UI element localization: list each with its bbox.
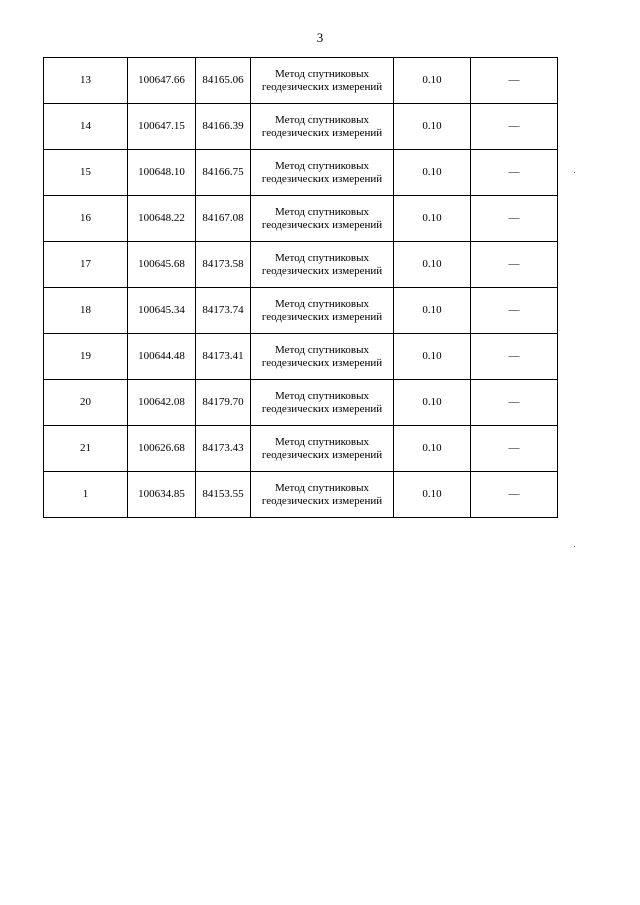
description-cell: — [471, 58, 558, 104]
x-coordinate-cell: 100647.15 [128, 104, 196, 150]
point-number-cell: 15 [44, 150, 128, 196]
method-cell [251, 426, 394, 472]
method-line-2: геодезических измерений [261, 494, 383, 507]
point-number-cell: 21 [44, 426, 128, 472]
table-row [44, 58, 558, 104]
coordinates-table-body [44, 58, 558, 518]
y-coordinate-cell: 84166.39 [196, 104, 251, 150]
y-coordinate-cell: 84173.58 [196, 242, 251, 288]
point-number-cell: 20 [44, 380, 128, 426]
method-line-2: геодезических измерений [261, 126, 383, 139]
y-coordinate-cell: 84166.75 [196, 150, 251, 196]
accuracy-cell: 0.10 [394, 334, 471, 380]
point-number-cell: 17 [44, 242, 128, 288]
y-coordinate-cell: 84173.41 [196, 334, 251, 380]
point-number-cell: 13 [44, 58, 128, 104]
y-coordinate-cell: 84153.55 [196, 472, 251, 518]
table-row [44, 196, 558, 242]
method-cell [251, 150, 394, 196]
description-cell: — [471, 334, 558, 380]
method-line-2: геодезических измерений [261, 80, 383, 93]
y-coordinate-cell: 84173.43 [196, 426, 251, 472]
table-row [44, 426, 558, 472]
table-row [44, 288, 558, 334]
table-row [44, 104, 558, 150]
accuracy-cell: 0.10 [394, 150, 471, 196]
method-line-2: геодезических измерений [261, 448, 383, 461]
method-cell [251, 288, 394, 334]
description-cell: — [471, 380, 558, 426]
method-line-1: Метод спутниковых [275, 389, 369, 402]
method-line-1: Метод спутниковых [275, 251, 369, 264]
x-coordinate-cell: 100642.08 [128, 380, 196, 426]
method-line-1: Метод спутниковых [275, 113, 369, 126]
accuracy-cell: 0.10 [394, 472, 471, 518]
point-number-cell: 18 [44, 288, 128, 334]
description-cell: — [471, 472, 558, 518]
method-line-2: геодезических измерений [261, 356, 383, 369]
y-coordinate-cell: 84165.06 [196, 58, 251, 104]
description-cell: — [471, 242, 558, 288]
scan-speck [574, 172, 575, 173]
accuracy-cell: 0.10 [394, 58, 471, 104]
x-coordinate-cell: 100644.48 [128, 334, 196, 380]
x-coordinate-cell: 100648.22 [128, 196, 196, 242]
accuracy-cell: 0.10 [394, 196, 471, 242]
y-coordinate-cell: 84167.08 [196, 196, 251, 242]
x-coordinate-cell: 100645.34 [128, 288, 196, 334]
y-coordinate-cell: 84173.74 [196, 288, 251, 334]
method-line-1: Метод спутниковых [275, 205, 369, 218]
point-number-cell: 1 [44, 472, 128, 518]
method-cell [251, 380, 394, 426]
method-cell [251, 58, 394, 104]
table-row [44, 334, 558, 380]
x-coordinate-cell: 100634.85 [128, 472, 196, 518]
x-coordinate-cell: 100645.68 [128, 242, 196, 288]
point-number-cell: 16 [44, 196, 128, 242]
accuracy-cell: 0.10 [394, 426, 471, 472]
method-line-1: Метод спутниковых [275, 159, 369, 172]
coordinates-table [43, 57, 558, 518]
method-line-1: Метод спутниковых [275, 297, 369, 310]
method-cell [251, 242, 394, 288]
accuracy-cell: 0.10 [394, 288, 471, 334]
method-line-2: геодезических измерений [261, 402, 383, 415]
y-coordinate-cell: 84179.70 [196, 380, 251, 426]
method-cell [251, 334, 394, 380]
table-row [44, 472, 558, 518]
x-coordinate-cell: 100626.68 [128, 426, 196, 472]
accuracy-cell: 0.10 [394, 380, 471, 426]
method-line-1: Метод спутниковых [275, 435, 369, 448]
method-line-1: Метод спутниковых [275, 481, 369, 494]
method-line-2: геодезических измерений [261, 218, 383, 231]
description-cell: — [471, 104, 558, 150]
accuracy-cell: 0.10 [394, 242, 471, 288]
page-number: 3 [316, 30, 324, 45]
x-coordinate-cell: 100648.10 [128, 150, 196, 196]
point-number-cell: 14 [44, 104, 128, 150]
method-line-2: геодезических измерений [261, 172, 383, 185]
scan-speck [574, 546, 575, 547]
description-cell: — [471, 150, 558, 196]
method-line-2: геодезических измерений [261, 264, 383, 277]
method-cell [251, 196, 394, 242]
method-cell [251, 472, 394, 518]
method-line-2: геодезических измерений [261, 310, 383, 323]
point-number-cell: 19 [44, 334, 128, 380]
table-row [44, 242, 558, 288]
x-coordinate-cell: 100647.66 [128, 58, 196, 104]
description-cell: — [471, 196, 558, 242]
table-row [44, 150, 558, 196]
table-row [44, 380, 558, 426]
description-cell: — [471, 288, 558, 334]
accuracy-cell: 0.10 [394, 104, 471, 150]
method-line-1: Метод спутниковых [275, 343, 369, 356]
method-line-1: Метод спутниковых [275, 67, 369, 80]
method-cell [251, 104, 394, 150]
description-cell: — [471, 426, 558, 472]
